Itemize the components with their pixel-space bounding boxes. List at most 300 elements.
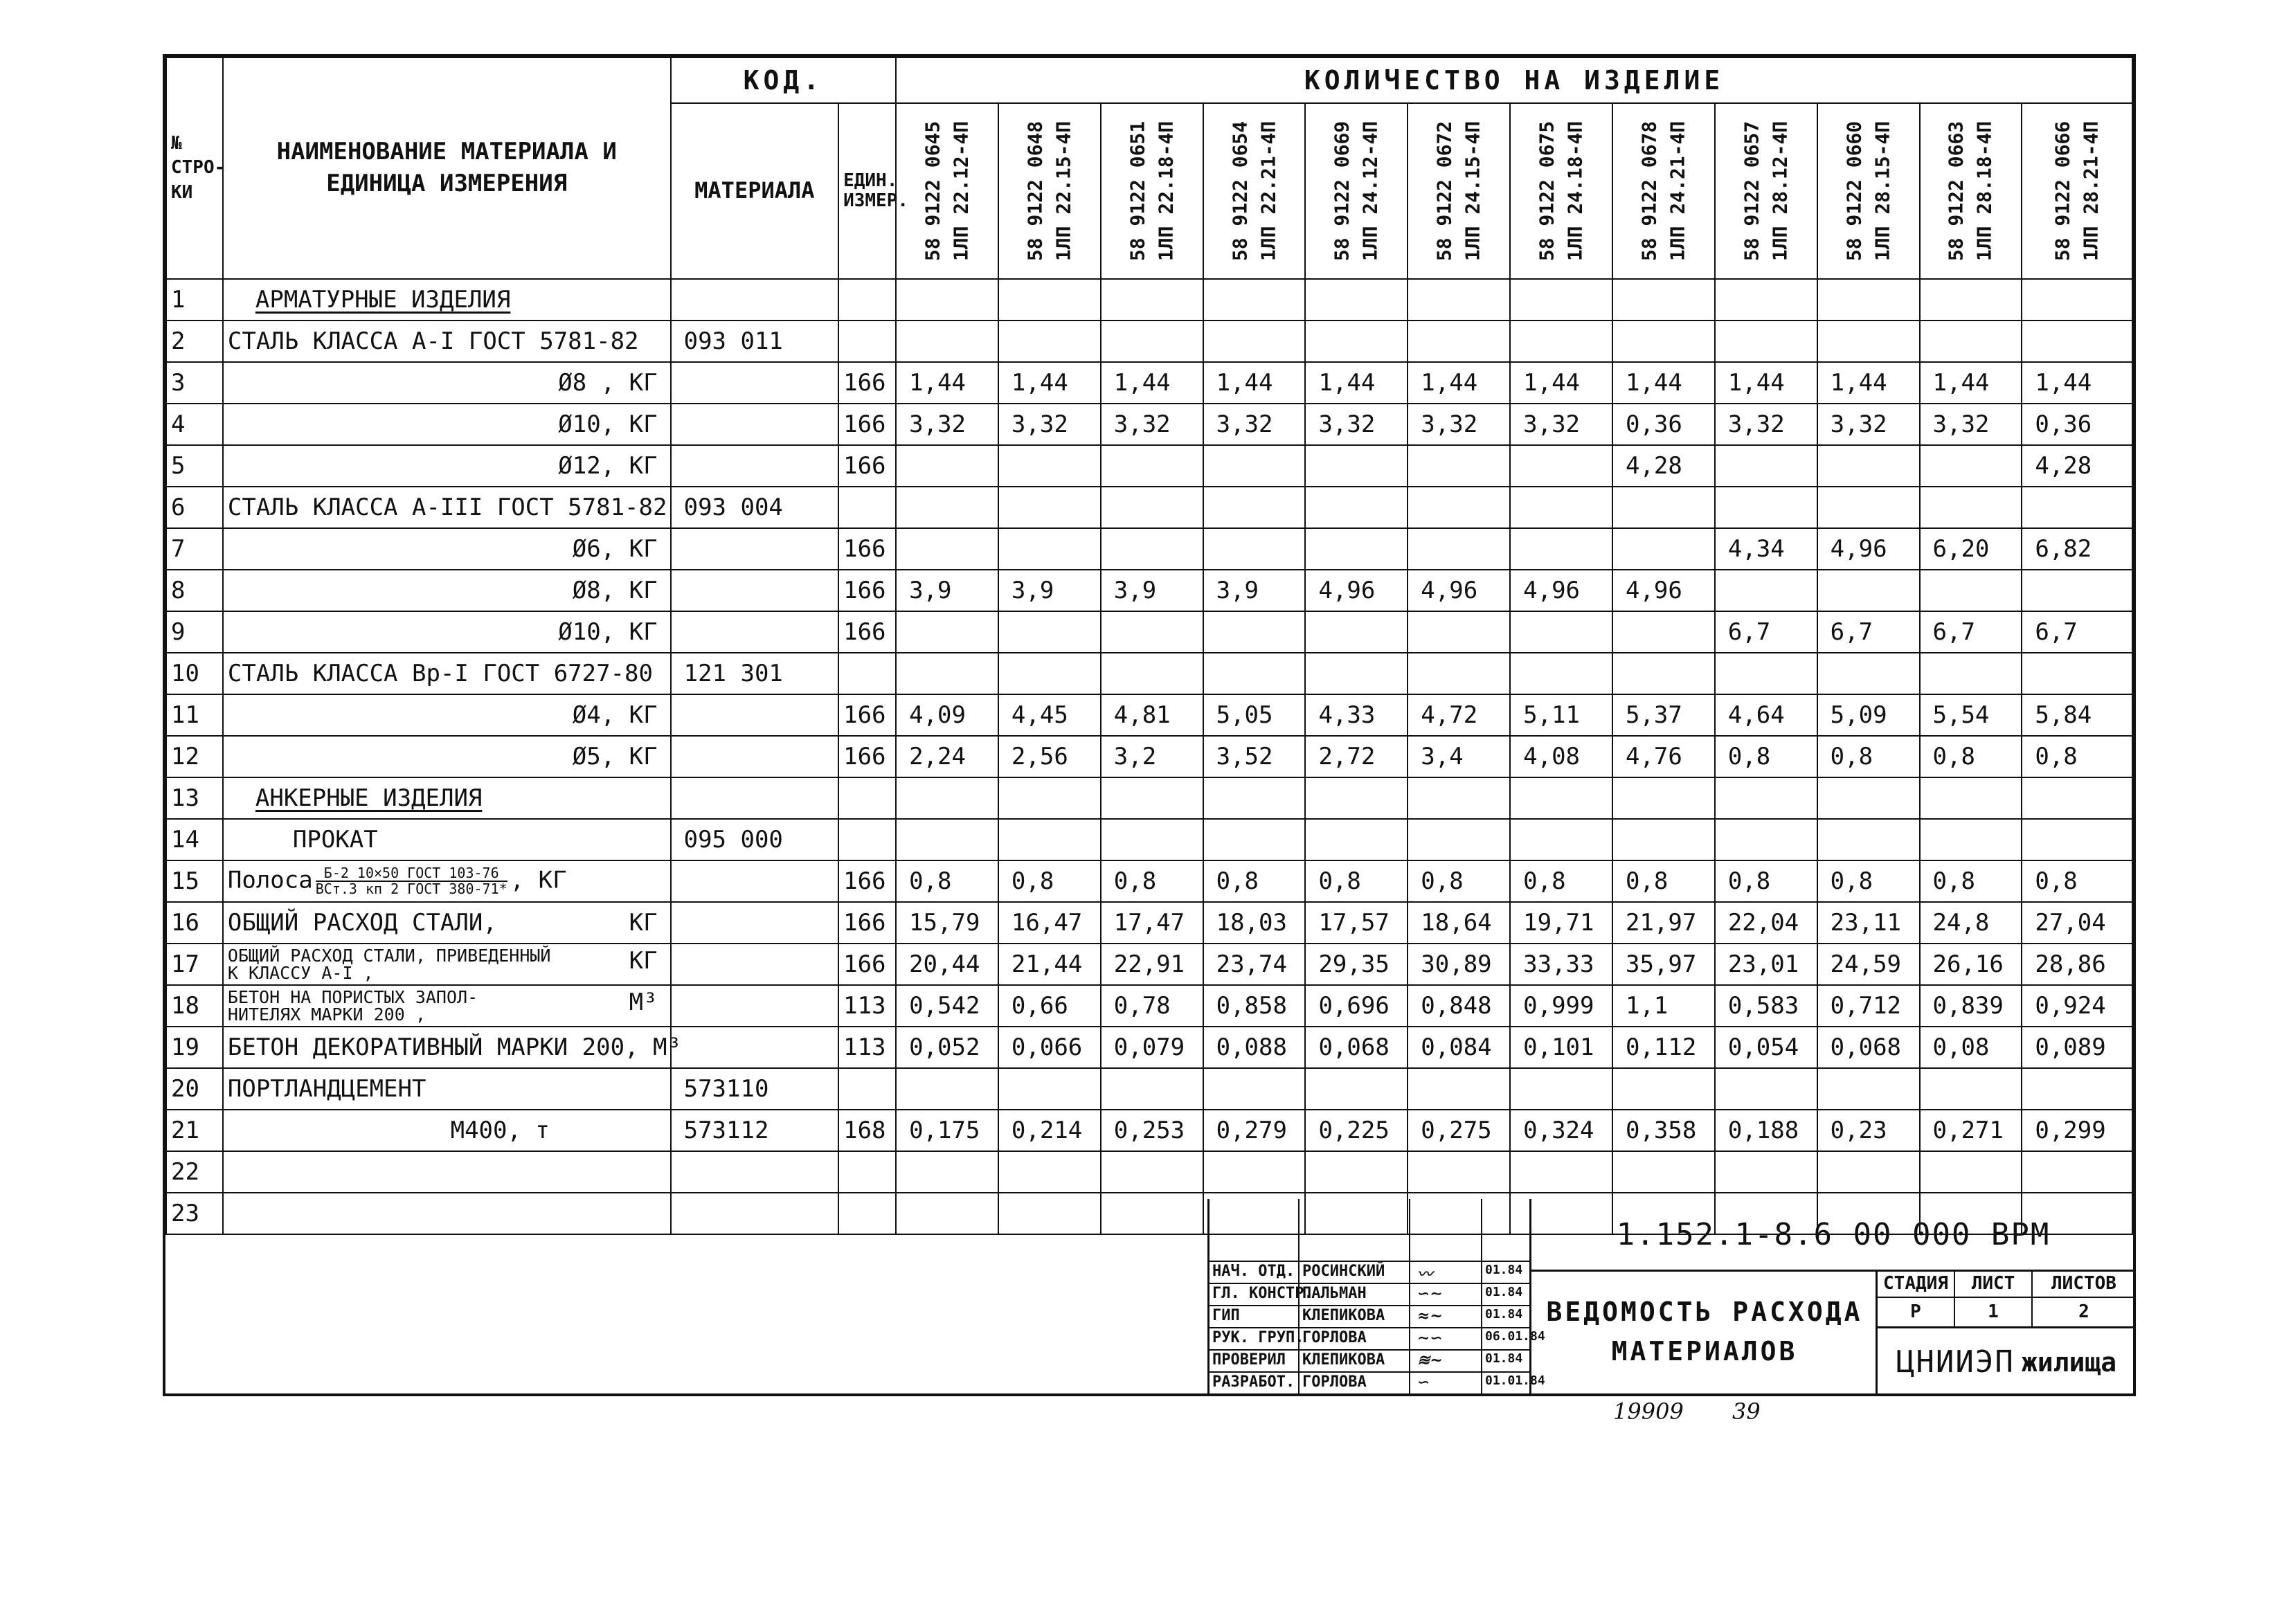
- unit-code: 166: [838, 611, 896, 653]
- quantity-cell: [1408, 528, 1510, 570]
- material-name: [223, 362, 671, 404]
- quantity-cell: 23,01: [1715, 944, 1817, 985]
- product-header: [998, 103, 1101, 279]
- product-code: 58 9122 0666: [2051, 120, 2074, 262]
- quantity-cell: [1101, 653, 1203, 694]
- signature-date: 01.84: [1485, 1263, 1523, 1277]
- quantity-cell: [1817, 279, 1920, 321]
- quantity-cell: 2,24: [896, 736, 998, 777]
- quantity-cell: 0,8: [1408, 860, 1510, 902]
- quantity-cell: [1817, 1151, 1920, 1193]
- row-number: 18: [166, 985, 223, 1027]
- table-row: [166, 611, 2132, 653]
- product-header-text: [1226, 121, 1282, 261]
- material-name: [223, 528, 671, 570]
- material-name: [223, 985, 671, 1027]
- quantity-cell: 1,44: [1510, 362, 1612, 404]
- quantity-cell: 24,8: [1920, 902, 2022, 944]
- row-number: 13: [166, 777, 223, 819]
- quantity-cell: 1,44: [2022, 362, 2132, 404]
- material-name-text: АНКЕРНЫЕ ИЗДЕЛИЯ: [255, 784, 483, 812]
- material-name: [223, 1110, 671, 1151]
- signature-role: ПРОВЕРИЛ: [1212, 1351, 1286, 1369]
- table-row: [166, 819, 2132, 860]
- signature-name: КЛЕПИКОВА: [1302, 1307, 1385, 1324]
- product-header-text: [919, 121, 975, 261]
- row-number: 10: [166, 653, 223, 694]
- footer-note: [1613, 1398, 1761, 1425]
- signature-name: КЛЕПИКОВА: [1302, 1351, 1385, 1369]
- quantity-cell: [998, 1151, 1101, 1193]
- quantity-cell: [2022, 321, 2132, 362]
- signature-name: ГОРЛОВА: [1302, 1329, 1367, 1346]
- material-code: 093 011: [671, 321, 839, 362]
- quantity-cell: 35,97: [1612, 944, 1715, 985]
- quantity-cell: 0,8: [896, 860, 998, 902]
- product-header: [1408, 103, 1510, 279]
- quantity-cell: [998, 445, 1101, 487]
- quantity-cell: [1817, 445, 1920, 487]
- quantity-cell: [896, 819, 998, 860]
- quantity-cell: [1715, 570, 1817, 611]
- quantity-cell: 1,44: [896, 362, 998, 404]
- quantity-cell: [1101, 611, 1203, 653]
- unit-header: ЕДИН. ИЗМЕР.: [838, 103, 896, 279]
- product-code: 58 9122 0675: [1535, 120, 1558, 262]
- quantity-cell: 0,858: [1203, 985, 1306, 1027]
- quantity-cell: 5,37: [1612, 694, 1715, 736]
- quantity-cell: 23,11: [1817, 902, 1920, 944]
- inventory-number: 19909: [1613, 1398, 1684, 1425]
- quantity-cell: 4,81: [1101, 694, 1203, 736]
- signature-role: ГИП: [1212, 1307, 1240, 1324]
- quantity-cell: [1612, 1068, 1715, 1110]
- material-code: [671, 860, 839, 902]
- sheets-label: ЛИСТОВ: [2033, 1270, 2135, 1298]
- quantity-cell: [1101, 528, 1203, 570]
- material-name: [223, 487, 671, 528]
- quantity-cell: [1612, 279, 1715, 321]
- quantity-cell: [1817, 819, 1920, 860]
- quantity-cell: [896, 487, 998, 528]
- product-mark: 1ЛП 28.12-4П: [1768, 120, 1791, 262]
- quantity-cell: 0,36: [2022, 404, 2132, 445]
- quantity-cell: [998, 321, 1101, 362]
- material-code: 573112: [671, 1110, 839, 1151]
- quantity-cell: 16,47: [998, 902, 1101, 944]
- quantity-cell: 3,32: [1305, 404, 1408, 445]
- signature-scribble: ∽∼: [1417, 1285, 1443, 1303]
- material-name: [223, 445, 671, 487]
- organization: [1878, 1326, 2135, 1396]
- product-code: 58 9122 0648: [1023, 120, 1047, 262]
- material-code: [671, 777, 839, 819]
- material-name-text: СТАЛЬ КЛАССА Bр-I ГОСТ 6727-80: [227, 660, 653, 687]
- quantity-cell: [1612, 777, 1715, 819]
- quantity-cell: 3,32: [1101, 404, 1203, 445]
- material-code: [671, 1151, 839, 1193]
- quantity-cell: [2022, 487, 2132, 528]
- material-name: [223, 611, 671, 653]
- product-header: [896, 103, 998, 279]
- unit-suffix: , КГ: [510, 866, 567, 894]
- material-code: [671, 944, 839, 985]
- drawing-sheet: [163, 54, 2136, 1396]
- unit-code: 166: [838, 362, 896, 404]
- unit-code: 166: [838, 528, 896, 570]
- quantity-cell: [1305, 487, 1408, 528]
- quantity-cell: 0,066: [998, 1027, 1101, 1068]
- unit-code: 113: [838, 1027, 896, 1068]
- table-row: [166, 404, 2132, 445]
- material-name-text: Ø10, КГ: [558, 618, 658, 646]
- row-number: 23: [166, 1193, 223, 1234]
- material-name: [223, 694, 671, 736]
- quantity-cell: [998, 653, 1101, 694]
- product-header-text: [1431, 121, 1487, 261]
- quantity-cell: [1408, 819, 1510, 860]
- product-header-text: [2049, 121, 2105, 261]
- quantity-cell: 3,4: [1408, 736, 1510, 777]
- table-row: [166, 944, 2132, 985]
- quantity-cell: 0,8: [1101, 860, 1203, 902]
- table-row: [166, 362, 2132, 404]
- stage-label: СТАДИЯ: [1878, 1270, 1955, 1298]
- table-row: [166, 487, 2132, 528]
- unit-code: [838, 653, 896, 694]
- organization-name: ЦНИИЭП: [1896, 1344, 2015, 1380]
- product-mark: 1ЛП 24.15-4П: [1461, 120, 1484, 262]
- quantity-cell: [1203, 1068, 1306, 1110]
- fraction-denominator: ВСт.3 кп 2 ГОСТ 380-71*: [315, 881, 507, 897]
- quantity-cell: [1408, 653, 1510, 694]
- quantity-cell: 0,542: [896, 985, 998, 1027]
- table-row: [166, 279, 2132, 321]
- material-name-text: ОБЩИЙ РАСХОД СТАЛИ, ПРИВЕДЕННЫЙ К КЛАССУ А-I ,: [227, 946, 551, 983]
- material-code: [671, 611, 839, 653]
- quantity-cell: 0,084: [1408, 1027, 1510, 1068]
- quantity-cell: 0,8: [1920, 860, 2022, 902]
- row-number: 20: [166, 1068, 223, 1110]
- quantity-cell: [1305, 279, 1408, 321]
- row-number: 9: [166, 611, 223, 653]
- quantity-cell: 4,96: [1305, 570, 1408, 611]
- quantity-cell: 15,79: [896, 902, 998, 944]
- material-code: [671, 1193, 839, 1234]
- product-mark: 1ЛП 24.12-4П: [1358, 120, 1382, 262]
- unit-code: [838, 1151, 896, 1193]
- material-name-text: Полоса: [227, 866, 313, 894]
- quantity-cell: 0,696: [1305, 985, 1408, 1027]
- row-number: 19: [166, 1027, 223, 1068]
- quantity-cell: [896, 1193, 998, 1234]
- quantity-cell: 6,7: [1817, 611, 1920, 653]
- quantity-cell: [1203, 819, 1306, 860]
- quantity-cell: [1715, 777, 1817, 819]
- quantity-cell: 0,8: [1510, 860, 1612, 902]
- quantity-cell: 4,96: [1510, 570, 1612, 611]
- quantity-cell: 0,299: [2022, 1110, 2132, 1151]
- quantity-cell: [2022, 777, 2132, 819]
- material-name-text: ПОРТЛАНДЦЕМЕНТ: [227, 1075, 426, 1103]
- table-row: [166, 694, 2132, 736]
- quantity-cell: [998, 611, 1101, 653]
- quantity-cell: [1203, 1151, 1306, 1193]
- row-number: 6: [166, 487, 223, 528]
- quantity-cell: 3,9: [1203, 570, 1306, 611]
- material-code-header: МАТЕРИАЛА: [671, 103, 839, 279]
- title-block: [1207, 1199, 2133, 1393]
- material-code: [671, 902, 839, 944]
- stage-block: [1876, 1270, 2135, 1393]
- unit-code: [838, 819, 896, 860]
- quantity-cell: [1612, 528, 1715, 570]
- quantity-cell: 0,068: [1817, 1027, 1920, 1068]
- quantity-cell: 21,97: [1612, 902, 1715, 944]
- quantity-cell: [1101, 279, 1203, 321]
- quantity-cell: 6,20: [1920, 528, 2022, 570]
- quantity-cell: 0,08: [1920, 1027, 2022, 1068]
- quantity-cell: [1510, 653, 1612, 694]
- product-header: [1101, 103, 1203, 279]
- quantity-cell: 23,74: [1203, 944, 1306, 985]
- quantity-cell: 5,05: [1203, 694, 1306, 736]
- row-number: 22: [166, 1151, 223, 1193]
- product-header-text: [1635, 121, 1691, 261]
- quantity-cell: 0,8: [2022, 736, 2132, 777]
- quantity-cell: 24,59: [1817, 944, 1920, 985]
- quantity-cell: 1,44: [1612, 362, 1715, 404]
- product-code: 58 9122 0654: [1228, 120, 1251, 262]
- unit-code: [838, 279, 896, 321]
- row-number: 21: [166, 1110, 223, 1151]
- material-name-text: СТАЛЬ КЛАССА А-III ГОСТ 5781-82: [227, 494, 667, 521]
- table-row: [166, 528, 2132, 570]
- quantity-cell: 29,35: [1305, 944, 1408, 985]
- material-name-text: Ø5, КГ: [572, 743, 658, 770]
- quantity-cell: 3,2: [1101, 736, 1203, 777]
- quantity-cell: 4,33: [1305, 694, 1408, 736]
- quantity-cell: [1408, 487, 1510, 528]
- quantity-cell: 1,44: [1920, 362, 2022, 404]
- material-code: 121 301: [671, 653, 839, 694]
- quantity-cell: 0,999: [1510, 985, 1612, 1027]
- material-code: [671, 279, 839, 321]
- quantity-cell: 4,08: [1510, 736, 1612, 777]
- material-code: [671, 528, 839, 570]
- quantity-cell: 0,8: [998, 860, 1101, 902]
- quantity-cell: 0,175: [896, 1110, 998, 1151]
- unit-code: 166: [838, 404, 896, 445]
- quantity-cell: 27,04: [2022, 902, 2132, 944]
- product-header-text: [1021, 121, 1077, 261]
- quantity-cell: 0,101: [1510, 1027, 1612, 1068]
- quantity-cell: 3,32: [1510, 404, 1612, 445]
- signature-scribble: ∽: [1417, 1373, 1430, 1391]
- unit-code: 168: [838, 1110, 896, 1151]
- quantity-cell: [1920, 570, 2022, 611]
- quantity-cell: 0,8: [1920, 736, 2022, 777]
- row-number: 16: [166, 902, 223, 944]
- quantity-cell: [1408, 1151, 1510, 1193]
- quantity-cell: [1305, 611, 1408, 653]
- table-row: [166, 1027, 2132, 1068]
- quantity-cell: 6,7: [1715, 611, 1817, 653]
- table-row: [166, 985, 2132, 1027]
- quantity-cell: [2022, 653, 2132, 694]
- document-title-line1: ВЕДОМОСТЬ РАСХОДА: [1546, 1296, 1863, 1327]
- product-mark: 1ЛП 28.18-4П: [1972, 120, 1996, 262]
- quantity-cell: [1510, 611, 1612, 653]
- table-row: [166, 445, 2132, 487]
- product-code: 58 9122 0663: [1944, 120, 1968, 262]
- sheet-label: ЛИСТ: [1955, 1270, 2033, 1298]
- quantity-cell: [1715, 1151, 1817, 1193]
- quantity-cell: [1510, 321, 1612, 362]
- table-row: [166, 1151, 2132, 1193]
- unit-code: [838, 1068, 896, 1110]
- table-row: [166, 653, 2132, 694]
- quantity-cell: 0,8: [1203, 860, 1306, 902]
- quantity-cell: [1408, 321, 1510, 362]
- table-row: [166, 1110, 2132, 1151]
- quantity-cell: [896, 279, 998, 321]
- quantity-cell: [1203, 487, 1306, 528]
- quantity-cell: [1408, 611, 1510, 653]
- quantity-cell: [998, 487, 1101, 528]
- quantity-cell: 21,44: [998, 944, 1101, 985]
- quantity-cell: [1920, 445, 2022, 487]
- material-name-text: Ø12, КГ: [558, 452, 658, 480]
- quantity-cell: 26,16: [1920, 944, 2022, 985]
- row-number: 5: [166, 445, 223, 487]
- quantity-cell: 4,96: [1612, 570, 1715, 611]
- product-code: 58 9122 0660: [1842, 120, 1865, 262]
- quantity-cell: 0,23: [1817, 1110, 1920, 1151]
- quantity-cell: 0,8: [1612, 860, 1715, 902]
- quantity-cell: 28,86: [2022, 944, 2132, 985]
- row-number: 11: [166, 694, 223, 736]
- quantity-cell: [1510, 819, 1612, 860]
- quantity-cell: [1817, 653, 1920, 694]
- signature-role: РУК. ГРУП.: [1212, 1329, 1304, 1346]
- unit-code: 166: [838, 944, 896, 985]
- quantity-cell: 0,068: [1305, 1027, 1408, 1068]
- quantity-cell: 5,54: [1920, 694, 2022, 736]
- signature-date: 01.84: [1485, 1307, 1523, 1321]
- quantity-cell: [1715, 653, 1817, 694]
- material-name: [223, 1068, 671, 1110]
- quantity-cell: [998, 777, 1101, 819]
- material-name-text: Ø6, КГ: [572, 535, 658, 563]
- product-code: 58 9122 0678: [1637, 120, 1661, 262]
- row-number-header: № СТРО- КИ: [166, 57, 223, 279]
- product-header-text: [1738, 121, 1794, 261]
- product-mark: 1ЛП 22.12-4П: [948, 120, 972, 262]
- quantity-cell: 1,44: [1305, 362, 1408, 404]
- material-name-text: АРМАТУРНЫЕ ИЗДЕЛИЯ: [255, 286, 511, 314]
- quantity-cell: 0,924: [2022, 985, 2132, 1027]
- quantity-cell: [998, 1193, 1101, 1234]
- material-name: [223, 404, 671, 445]
- quantity-cell: [896, 1151, 998, 1193]
- material-name: [223, 653, 671, 694]
- quantity-cell: [1408, 445, 1510, 487]
- product-code: 58 9122 0645: [921, 120, 944, 262]
- document-number: 1.152.1-8.6 00 000 ВРМ: [1529, 1199, 2135, 1272]
- quantity-cell: 1,44: [1203, 362, 1306, 404]
- material-name: [223, 279, 671, 321]
- quantity-cell: 0,275: [1408, 1110, 1510, 1151]
- stage-value: Р: [1878, 1298, 1955, 1326]
- quantity-cell: [1203, 321, 1306, 362]
- quantity-cell: [1817, 321, 1920, 362]
- quantity-cell: [998, 279, 1101, 321]
- quantity-cell: 0,358: [1612, 1110, 1715, 1151]
- table-row: [166, 860, 2132, 902]
- signature-name: ПАЛЬМАН: [1302, 1285, 1367, 1302]
- quantity-cell: [1203, 445, 1306, 487]
- material-name-text: ОБЩИЙ РАСХОД СТАЛИ,: [227, 909, 497, 937]
- quantity-cell: 0,112: [1612, 1027, 1715, 1068]
- material-name: [223, 1151, 671, 1193]
- quantity-cell: [1612, 819, 1715, 860]
- quantity-cell: [1817, 1068, 1920, 1110]
- row-number: 14: [166, 819, 223, 860]
- quantity-cell: [1305, 321, 1408, 362]
- quantity-cell: 30,89: [1408, 944, 1510, 985]
- material-name-text: БЕТОН ДЕКОРАТИВНЫЙ МАРКИ 200, М³: [227, 1034, 681, 1061]
- table-row: [166, 777, 2132, 819]
- unit-code: 166: [838, 445, 896, 487]
- quantity-cell: [1510, 777, 1612, 819]
- page-number: 39: [1732, 1398, 1761, 1425]
- quantity-cell: 19,71: [1510, 902, 1612, 944]
- quantity-cell: [1203, 611, 1306, 653]
- product-code: 58 9122 0651: [1126, 120, 1149, 262]
- organization-suffix: жилища: [2021, 1346, 2117, 1378]
- quantity-cell: [998, 1068, 1101, 1110]
- quantity-cell: 3,32: [896, 404, 998, 445]
- signature-row: [1210, 1305, 1531, 1328]
- row-number: 3: [166, 362, 223, 404]
- quantity-cell: [1920, 279, 2022, 321]
- quantity-cell: 1,1: [1612, 985, 1715, 1027]
- row-number: 12: [166, 736, 223, 777]
- unit-code: 166: [838, 694, 896, 736]
- signature-row: [1210, 1261, 1531, 1284]
- quantity-cell: [2022, 1151, 2132, 1193]
- quantity-cell: 0,279: [1203, 1110, 1306, 1151]
- quantity-cell: [1203, 279, 1306, 321]
- quantity-cell: 0,088: [1203, 1027, 1306, 1068]
- signature-date: 06.01.84: [1485, 1329, 1545, 1344]
- quantity-cell: 0,36: [1612, 404, 1715, 445]
- quantity-cell: 0,225: [1305, 1110, 1408, 1151]
- quantity-cell: [1510, 279, 1612, 321]
- material-name: [223, 570, 671, 611]
- quantity-cell: 0,8: [1715, 736, 1817, 777]
- quantity-cell: 3,9: [1101, 570, 1203, 611]
- material-name: [223, 777, 671, 819]
- signature-scribble: ≈~: [1417, 1307, 1443, 1325]
- quantity-cell: 0,8: [2022, 860, 2132, 902]
- quantity-cell: 4,64: [1715, 694, 1817, 736]
- quantity-cell: [1920, 819, 2022, 860]
- quantity-cell: 4,45: [998, 694, 1101, 736]
- material-name-text: ПРОКАТ: [292, 826, 378, 854]
- quantity-cell: 5,09: [1817, 694, 1920, 736]
